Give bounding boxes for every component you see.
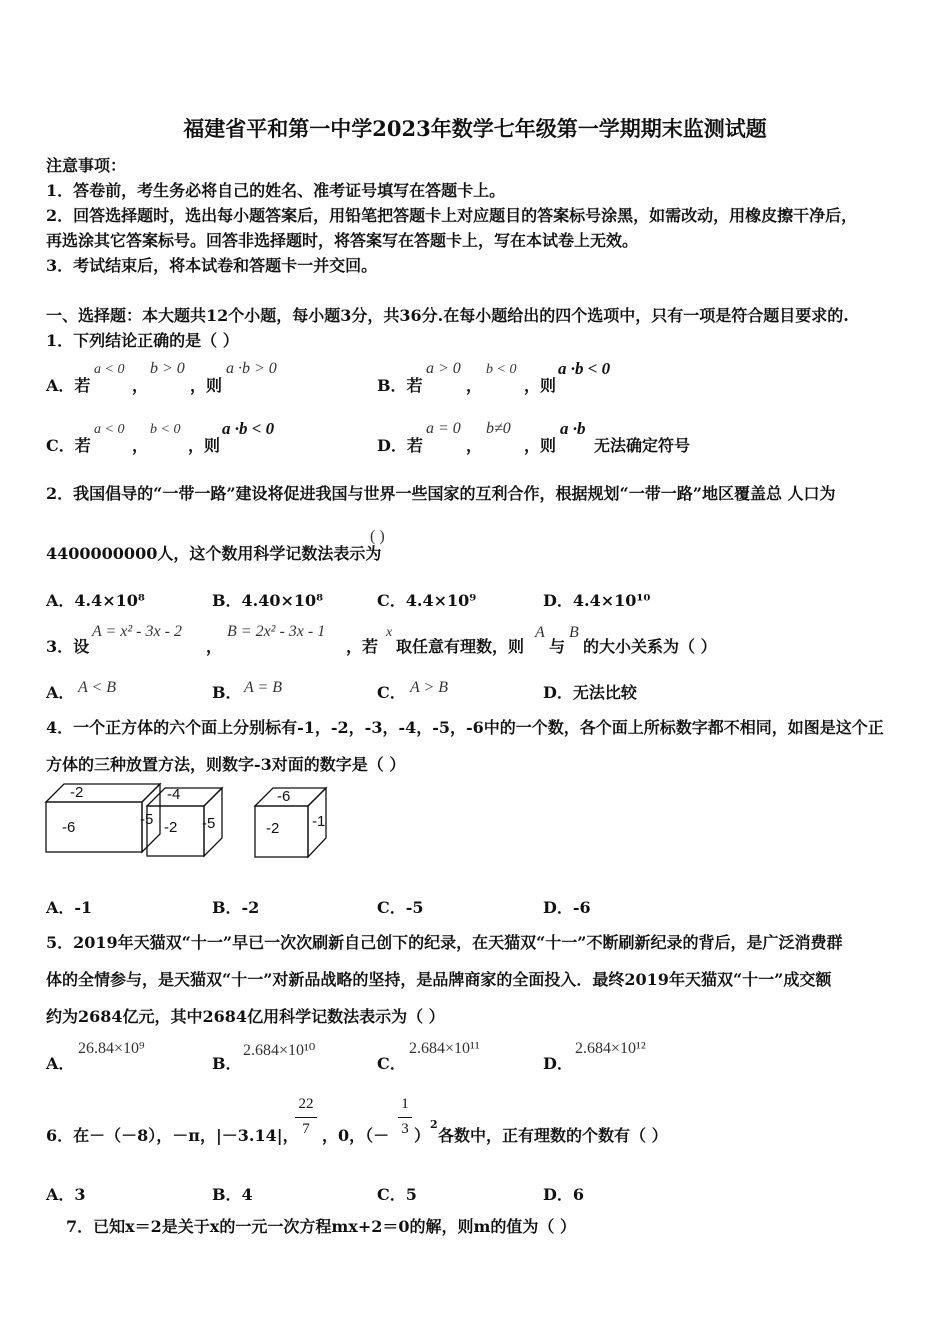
q1-stem: 1．下列结论正确的是（ ） bbox=[46, 331, 239, 350]
q3-option-c-expr: A > B bbox=[410, 679, 449, 696]
q1-b-cond2: b < 0 bbox=[486, 362, 517, 377]
q6-frac2-bar bbox=[398, 1117, 412, 1118]
cube-2 bbox=[147, 786, 222, 856]
q2-option-d: D．4.4×10¹⁰ bbox=[543, 591, 651, 610]
q1-d-cond2: b≠0 bbox=[486, 420, 511, 437]
q1-b-result: a ·b < 0 bbox=[558, 359, 611, 378]
q2-line2: 4400000000人，这个数用科学记数法表示为 bbox=[46, 544, 382, 563]
q1-b-then: ，则 bbox=[524, 376, 557, 395]
q1-d-sep: ， bbox=[466, 436, 483, 455]
q6-option-a: A．3 bbox=[46, 1185, 86, 1204]
q4-option-a: A．-1 bbox=[46, 898, 93, 917]
q5-line3: 约为2684亿元，其中2684亿用科学记数法表示为（ ） bbox=[46, 1007, 445, 1026]
q5-option-b-label: B． bbox=[212, 1054, 242, 1073]
q3-option-b-expr: A = B bbox=[244, 679, 283, 696]
q3-var-b: B bbox=[569, 624, 579, 641]
q5-option-d-label: D． bbox=[543, 1054, 573, 1073]
q1-c-then: ，则 bbox=[188, 436, 221, 455]
q6-option-c: C．5 bbox=[377, 1185, 417, 1204]
cube-1-front: -6 bbox=[62, 819, 76, 836]
q2-option-b: B．4.40×10⁸ bbox=[212, 591, 324, 610]
q3-var-a: A bbox=[535, 624, 545, 641]
q3-and: 与 bbox=[549, 637, 566, 656]
q3-comma: ， bbox=[206, 637, 223, 656]
q6-frac1-num: 22 bbox=[298, 1096, 314, 1112]
q4-line1: 4．一个正方体的六个面上分别标有-1，-2，-3，-4，-5，-6中的一个数，各个面上所标数字都不相同，如图是这个正 bbox=[46, 718, 884, 737]
q3-option-d: D．无法比较 bbox=[543, 683, 637, 702]
q4-cube-figures bbox=[40, 780, 340, 862]
q1-c-sep: ， bbox=[132, 436, 149, 455]
cube-3-side: -1 bbox=[312, 813, 326, 830]
q6-close: ） bbox=[414, 1126, 431, 1145]
q3-option-b-label: B． bbox=[212, 683, 242, 702]
q5-line2: 体的全情参与，是天猫双“十一”对新品战略的坚持，是品牌商家的全面投入．最终2019年天猫双“十一”成交额 bbox=[46, 970, 832, 989]
q6-tail: 各数中，正有理数的个数有（ ） bbox=[438, 1126, 668, 1145]
cube-2-front: -2 bbox=[164, 819, 178, 836]
cube-2-top: -4 bbox=[167, 786, 181, 803]
notice-item-2b: 再选涂其它答案标号。回答非选择题时，将答案写在答题卡上，写在本试卷上无效。 bbox=[46, 231, 639, 250]
q3-option-a-label: A． bbox=[46, 683, 75, 702]
q3-option-c-label: C． bbox=[377, 683, 406, 702]
q1-a-then: ，则 bbox=[190, 376, 223, 395]
cube-1-side: -5 bbox=[140, 811, 154, 828]
q5-option-c-expr: 2.684×10¹¹ bbox=[409, 1040, 480, 1057]
cube-2-side: -5 bbox=[202, 815, 216, 832]
q1-a-cond2: b > 0 bbox=[150, 360, 185, 377]
q6-frac1-den: 7 bbox=[302, 1121, 310, 1137]
page-title: 福建省平和第一中学2023年数学七年级第一学期期末监测试题 bbox=[183, 116, 767, 141]
notice-heading: 注意事项： bbox=[46, 156, 127, 175]
q6-option-d: D．6 bbox=[543, 1185, 585, 1204]
q3-expr-b: B = 2x² - 3x - 1 bbox=[227, 623, 326, 640]
q1-a-sep: ， bbox=[132, 376, 149, 395]
q1-option-a-label: A．若 bbox=[46, 376, 91, 395]
cube-1 bbox=[46, 784, 160, 852]
q3-mid: ，若 bbox=[346, 637, 379, 656]
q3-expr-a: A = x² - 3x - 2 bbox=[92, 623, 182, 640]
q1-d-result: a ·b bbox=[560, 419, 586, 438]
q5-option-c-label: C． bbox=[377, 1054, 406, 1073]
q3-mid2: 取任意有理数，则 bbox=[396, 637, 525, 656]
q6-lead: 6．在－（－8），－π，|－3.14|， bbox=[46, 1126, 299, 1145]
q5-line1: 5．2019年天猫双“十一”早已一次次刷新自己创下的纪录，在天猫双“十一”不断刷新纪录的背后，是广泛消费群 bbox=[46, 933, 843, 952]
q5-option-a-label: A． bbox=[46, 1054, 75, 1073]
q1-c-cond1: a < 0 bbox=[94, 422, 125, 437]
q6-mid: ，0，（－ bbox=[322, 1126, 390, 1145]
q1-option-d-label: D．若 bbox=[377, 436, 423, 455]
q1-option-c-label: C．若 bbox=[46, 436, 91, 455]
q3-var-x: x bbox=[386, 625, 393, 640]
q2-line1: 2．我国倡导的“一带一路”建设将促进我国与世界一些国家的互利合作，根据规划“一带一路”地区覆盖总 人口为 bbox=[46, 484, 836, 503]
q6-frac2-num: 1 bbox=[401, 1096, 409, 1112]
q4-option-b: B．-2 bbox=[212, 898, 260, 917]
q5-option-a-expr: 26.84×10⁹ bbox=[78, 1040, 145, 1057]
q1-b-sep: ， bbox=[466, 376, 483, 395]
q1-d-then: ，则 bbox=[524, 436, 557, 455]
notice-item-3: 3．考试结束后，将本试卷和答题卡一并交回。 bbox=[46, 256, 378, 275]
q7-stem: 7．已知x＝2是关于x的一元一次方程mx+2＝0的解，则m的值为（ ） bbox=[66, 1217, 576, 1236]
q6-frac1-bar bbox=[295, 1117, 317, 1118]
q6-exp: 2 bbox=[430, 1118, 438, 1131]
cube-3-top: -6 bbox=[277, 788, 291, 805]
q5-option-d-expr: 2.684×10¹² bbox=[575, 1040, 646, 1057]
q3-lead: 3．设 bbox=[46, 637, 90, 656]
notice-item-2a: 2．回答选择题时，选出每小题答案后，用铅笔把答题卡上对应题目的答案标号涂黑，如需改动，用橡皮擦干净后， bbox=[46, 206, 858, 225]
q5-option-b-expr: 2.684×10¹⁰ bbox=[243, 1042, 316, 1059]
q3-option-a-expr: A < B bbox=[78, 679, 117, 696]
q6-option-b: B．4 bbox=[212, 1185, 253, 1204]
q2-option-c: C．4.4×10⁹ bbox=[377, 591, 477, 610]
q4-option-c: C．-5 bbox=[377, 898, 424, 917]
cube-3-front: -2 bbox=[266, 820, 280, 837]
section-heading: 一、选择题：本大题共12个小题，每小题3分，共36分.在每小题给出的四个选项中，只有一项是符合题目要求的. bbox=[46, 306, 849, 325]
q1-d-cond1: a = 0 bbox=[426, 420, 461, 437]
q2-option-a: A．4.4×10⁸ bbox=[46, 591, 145, 610]
notice-item-1: 1．答卷前，考生务必将自己的姓名、准考证号填写在答题卡上。 bbox=[46, 181, 506, 200]
q1-option-b-label: B．若 bbox=[377, 376, 423, 395]
q3-tail: 的大小关系为（ ） bbox=[583, 637, 717, 656]
q6-frac2-den: 3 bbox=[401, 1121, 409, 1137]
q4-option-d: D．-6 bbox=[543, 898, 591, 917]
q1-d-tail: 无法确定符号 bbox=[594, 436, 691, 455]
q1-a-cond1: a < 0 bbox=[94, 362, 125, 377]
q1-c-result: a ·b < 0 bbox=[222, 419, 275, 438]
q2-paren: ( ) bbox=[370, 528, 385, 545]
q1-a-result: a ·b > 0 bbox=[226, 360, 277, 377]
cube-1-top: -2 bbox=[70, 784, 84, 801]
cube-3 bbox=[255, 788, 326, 857]
q1-b-cond1: a > 0 bbox=[426, 360, 461, 377]
q4-line2: 方体的三种放置方法，则数字-3对面的数字是（ ） bbox=[46, 755, 406, 774]
q1-c-cond2: b < 0 bbox=[150, 422, 181, 437]
